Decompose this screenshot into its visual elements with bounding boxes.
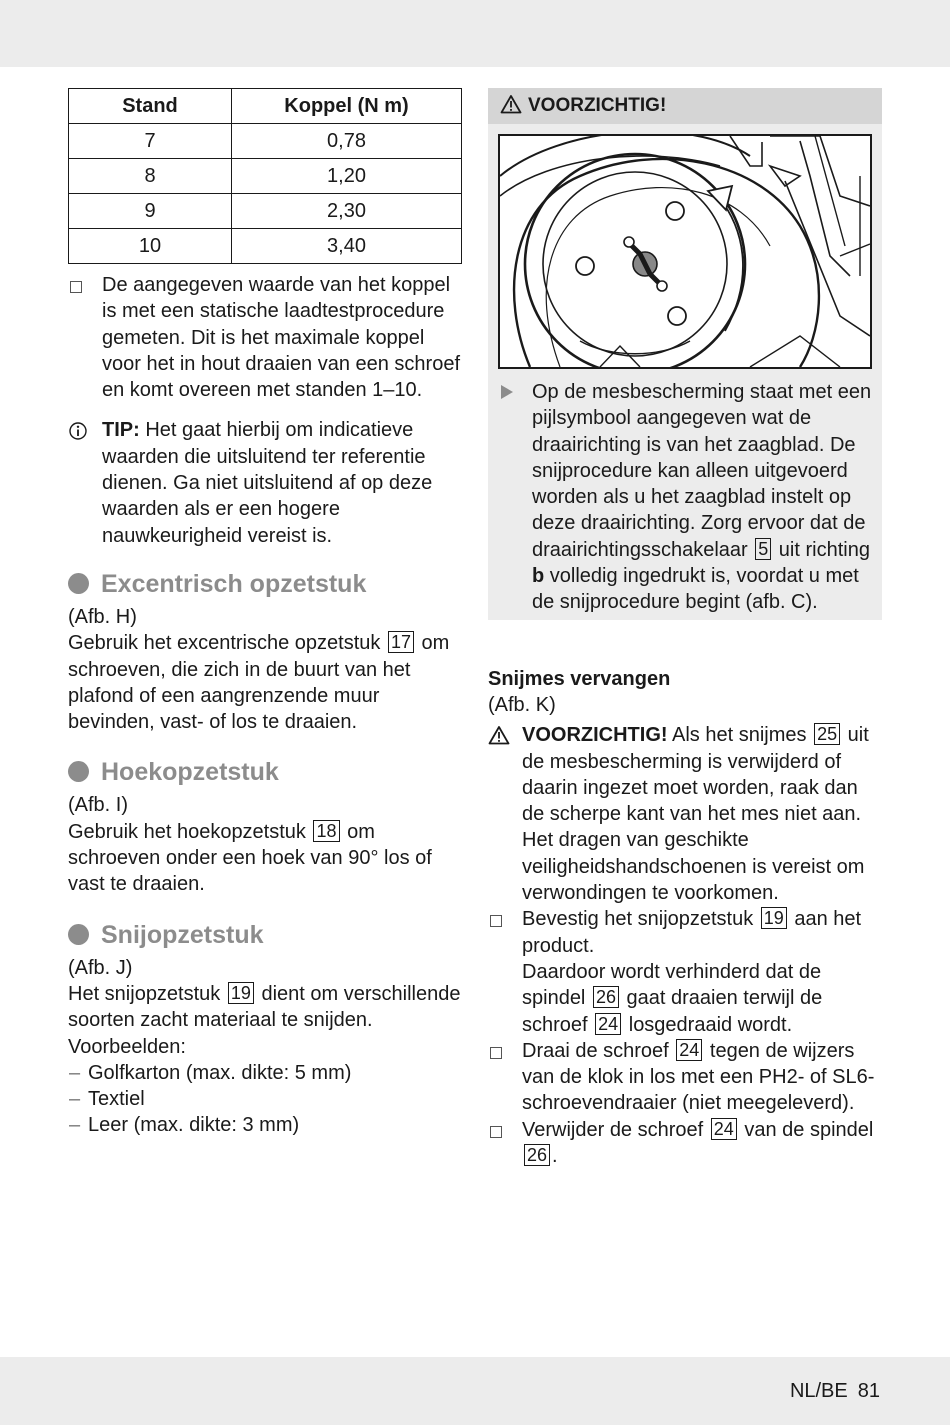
list-item: – Golfkarton (max. dikte: 5 mm) [69,1061,352,1084]
part-number-ref: 25 [814,723,840,745]
warning-triangle-icon [490,722,510,752]
measurement-note [68,272,462,403]
step-item: Verwijder de schroef 24 van de spindel 26 . [488,1117,882,1170]
tip-note [68,417,462,548]
warning-header: VOORZICHTIG! [488,88,882,124]
part-number-ref: 26 [524,1144,550,1166]
info-icon [70,417,88,448]
table-header-cell: Koppel (N m) [232,89,462,124]
section-title-angle: Hoekopzetstuk [68,757,462,787]
part-number-ref: 5 [755,538,771,560]
part-number-ref: 24 [711,1118,737,1140]
table-header-cell: Stand [69,89,232,124]
part-number-ref: 19 [228,982,254,1004]
table-header-row [69,89,462,124]
list-item: – Leer (max. dikte: 3 mm) [69,1114,300,1137]
tip-text: Het gaat hierbij om indicatieve waarden die uitsluitend ter referentie dienen. Ga niet uitsluitend af op deze waarden als er een hogere nauwkeurigheid vereist is. [102,419,433,547]
list-item: – Textiel [69,1088,145,1111]
header-band [0,0,950,67]
table-cell: 9 [69,194,232,229]
caution-note: VOORZICHTIG! Als het snijmes 25 uit de mesbescherming is verwijderd of daarin ingezet moet worden, raak dan de scherpe kant van het mes niet aan. Het dragen van geschikte veiligheidshandschoenen is vereist om verwondingen te voorkomen. [488,722,882,906]
tip-label: TIP: [102,419,140,442]
note-text: De aangegeven waarde van het koppel is met een statische laadtestprocedure gemeten. Dit is het maximale koppel voor het in hout draaien van een schroef en komt overeen met standen 1–10. [102,274,461,402]
checkbox-icon [70,272,82,300]
paragraph: Het snijopzetstuk 19 dient om verschillende soorten zacht materiaal te snijden. Voorbeelden: [68,982,461,1058]
right-column [488,88,882,1169]
play-arrow-icon [500,379,514,407]
step-item: Bevestig het snijopzetstuk 19 aan het product. Daardoor wordt verhinderd dat de spindel 26 gaat draaien terwijl de schroef 24 losgedraaid wordt. [488,906,882,1037]
left-column [68,88,462,1139]
part-number-ref: 24 [676,1039,702,1061]
checkbox-icon [490,906,502,934]
warning-text: Op de mesbescherming staat met een pijlsymbool aangegeven wat de draairichting is van het zaagblad. De snijprocedure kan alleen uitgevoerd worden als u het zaagblad instelt op deze draairichting. Zorg ervoor dat de draairichtingsschakelaar 5 uit richting b volledig ingedrukt is, voordat u met de snijprocedure begint (afb. C). [498,379,872,616]
figure-ref: (Afb. I) [68,794,129,817]
warning-triangle-icon [500,94,522,114]
footer-language: NL/BE [789,1380,848,1402]
part-number-ref: 24 [595,1013,621,1035]
section-title-eccentric: Excentrisch opzetstuk [68,569,462,599]
page-footer [780,1380,880,1403]
table-row [69,124,462,159]
bullet-dot-icon [68,761,89,782]
table-cell: 2,30 [232,194,462,229]
figure-ref: (Afb. H) [68,605,137,628]
table-row [69,194,462,229]
table-cell: 0,78 [232,124,462,159]
table-row [69,159,462,194]
section-body-cutting [68,955,462,1139]
section-body-eccentric [68,604,462,735]
table-row [69,229,462,264]
figure-ref: (Afb. J) [68,956,133,979]
table-cell: 8 [69,159,232,194]
table-cell: 1,20 [232,159,462,194]
table-cell: 7 [69,124,232,159]
part-number-ref: 17 [388,631,414,653]
table-cell: 3,40 [232,229,462,264]
bullet-dot-icon [68,573,89,594]
warning-box [488,124,882,620]
paragraph: Gebruik het excentrische opzetstuk 17 om schroeven, die zich in de buurt van het plafond of een aangrenzende muur bevinden, vast- of los te draaien. [68,632,450,734]
figure-ref: (Afb. K) [488,693,556,716]
checkbox-icon [490,1038,502,1066]
paragraph: Gebruik het hoekopzetstuk 18 om schroeven onder een hoek van 90° los of vast te draaien. [68,820,432,896]
table-cell: 10 [69,229,232,264]
section-body-angle [68,792,462,897]
saw-blade-illustration [498,134,872,369]
torque-table [68,88,462,264]
section-title-cutting: Snijopzetstuk [68,920,462,950]
part-number-ref: 26 [593,986,619,1008]
part-number-ref: 19 [761,907,787,929]
part-number-ref: 18 [313,820,339,842]
step-item: Draai de schroef 24 tegen de wijzers van de klok in los met een PH2- of SL6-schroevendraaier (niet meegeleverd). [488,1038,882,1117]
bullet-dot-icon [68,924,89,945]
checkbox-icon [490,1117,502,1145]
page-number: 81 [857,1380,880,1402]
subsection-title: Snijmes vervangen [488,667,671,690]
